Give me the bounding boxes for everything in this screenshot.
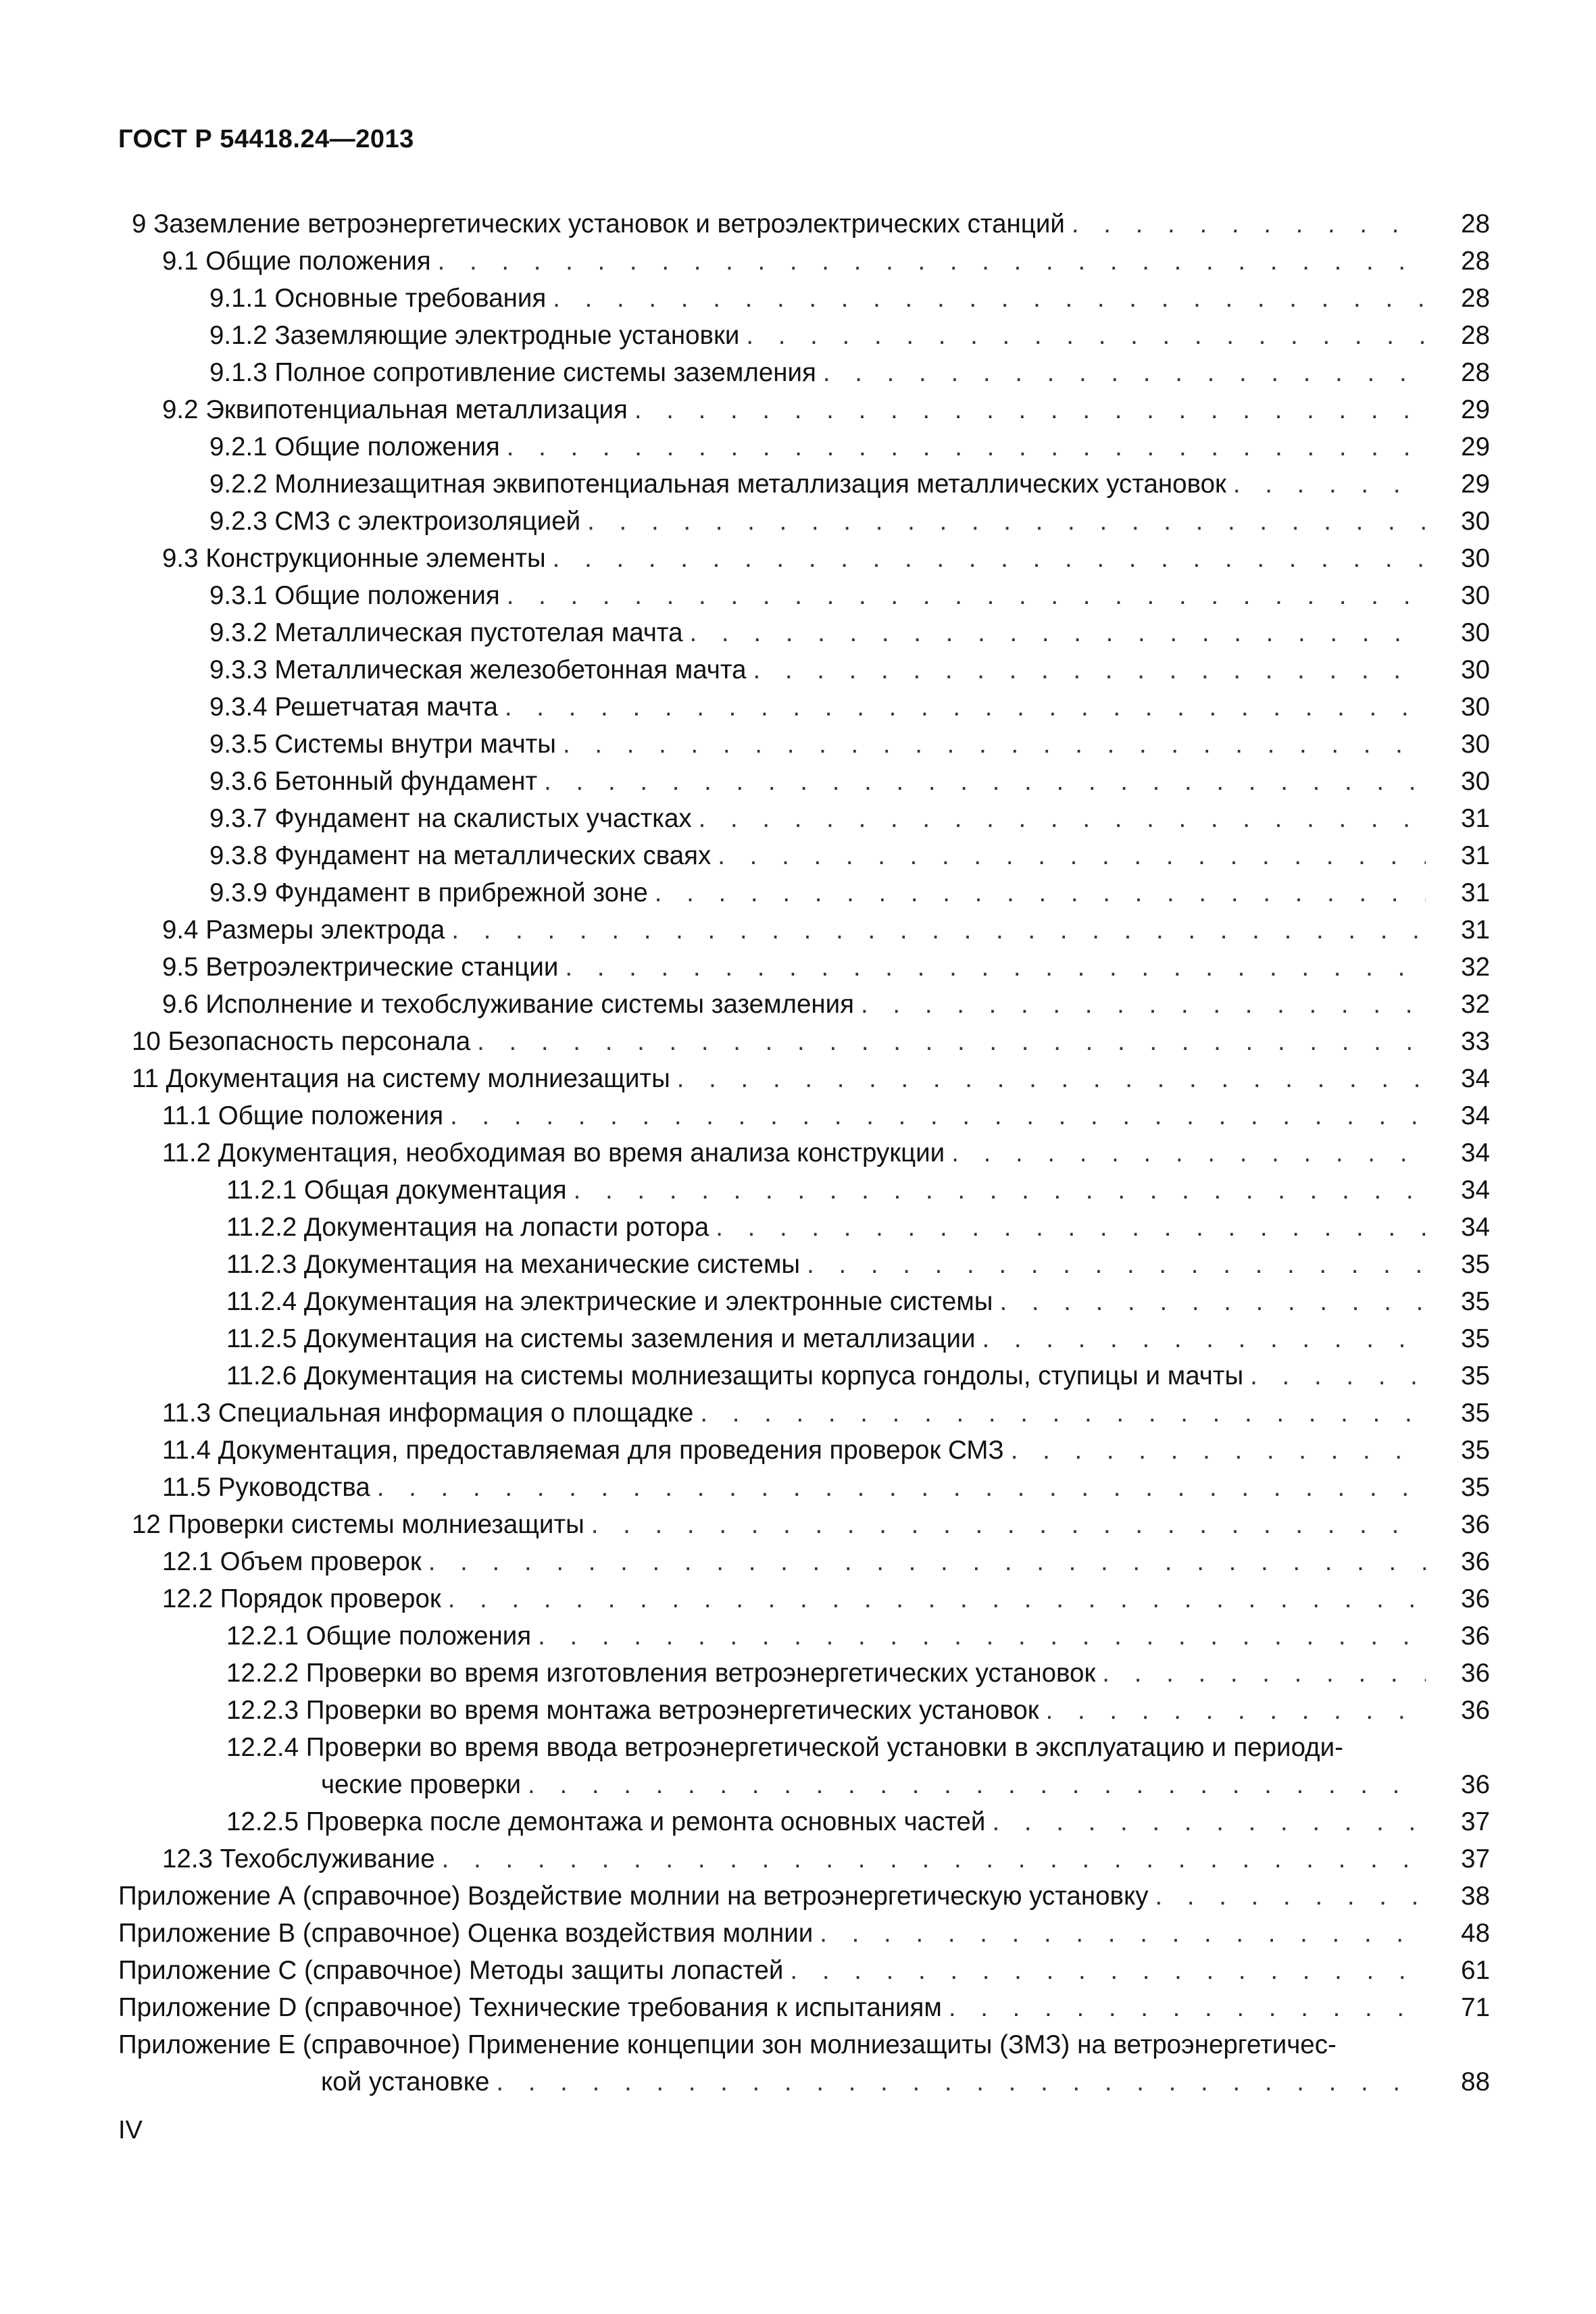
toc-entry: [118, 911, 1490, 949]
dot-leader: [477, 1023, 1426, 1060]
toc-entry-page: 31: [1461, 915, 1490, 945]
dot-leader: [753, 651, 1426, 688]
toc-entry-title: 12 Проверки системы молниезащиты: [118, 1506, 591, 1543]
toc-entry-title: 11.2.1 Общая документация: [118, 1172, 574, 1209]
dot-leader: [823, 354, 1426, 391]
dot-leader: [1046, 1692, 1426, 1729]
toc-entry-title: 9.2.1 Общие положения: [118, 428, 507, 466]
toc-entry: [118, 1915, 1490, 1952]
toc-entry: [118, 2026, 1490, 2101]
toc-entry: [118, 1097, 1490, 1134]
toc-entry-page: 34: [1461, 1213, 1490, 1242]
dot-leader: [992, 1803, 1426, 1840]
dot-leader: [1250, 1357, 1426, 1394]
toc-entry-page: 28: [1461, 209, 1490, 238]
dot-leader: [574, 1172, 1426, 1209]
toc-entry-title: 11.2.6 Документация на системы молниезащиты корпуса гондолы, ступицы и мачты: [118, 1357, 1250, 1394]
dot-leader: [442, 1840, 1426, 1878]
toc-entry: [118, 1580, 1490, 1617]
dot-leader: [690, 614, 1426, 651]
toc-entry-title: 9.1.1 Основные требования: [118, 280, 553, 317]
toc-entry-title: Приложение А (справочное) Воздействие молнии на ветроэнергетическую установку: [118, 1878, 1155, 1915]
toc-entry-page: 36: [1461, 1659, 1490, 1688]
toc-entry: [118, 1803, 1490, 1840]
toc-entry-page: 30: [1461, 655, 1490, 684]
dot-leader: [496, 2063, 1426, 2101]
toc-entry-page: 35: [1461, 1324, 1490, 1353]
toc-entry-title: 9.3.4 Решетчатая мачта: [118, 688, 505, 726]
toc-entry-page: 35: [1461, 1361, 1490, 1390]
toc-entry-page: 36: [1461, 1584, 1490, 1613]
toc-entry: [118, 540, 1490, 577]
toc-entry-page: 28: [1461, 284, 1490, 313]
toc-entry-page: 30: [1461, 618, 1490, 647]
toc-entry-page: 30: [1461, 767, 1490, 796]
toc-entry-title: Приложение В (справочное) Оценка воздействия молнии: [118, 1915, 820, 1952]
dot-leader: [507, 577, 1426, 614]
dot-leader: [1155, 1878, 1426, 1915]
toc-entry: [118, 1692, 1490, 1729]
dot-leader: [587, 503, 1426, 540]
dot-leader: [565, 949, 1426, 986]
toc-entry-page: 36: [1461, 1770, 1490, 1799]
toc-entry-page: 48: [1461, 1919, 1490, 1948]
toc-entry-title: 9.3 Конструкционные элементы: [118, 540, 553, 577]
toc-entry-title: 12.2.1 Общие положения: [118, 1617, 538, 1655]
toc-entry: [118, 280, 1490, 317]
dot-leader: [1102, 1655, 1426, 1692]
toc-entry-page: 30: [1461, 544, 1490, 573]
toc-entry-title: 9 Заземление ветроэнергетических установок и ветроэлектрических станций: [118, 205, 1072, 243]
toc-entry-page: 30: [1461, 581, 1490, 610]
dot-leader: [1072, 205, 1426, 243]
dot-leader: [655, 874, 1426, 911]
toc-entry-title: 11.2.4 Документация на электрические и электронные системы: [118, 1283, 999, 1320]
toc-entry-title: 9.1.3 Полное сопротивление системы заземления: [118, 354, 823, 391]
toc-entry-title: 9.3.1 Общие положения: [118, 577, 507, 614]
toc-entry-page: 33: [1461, 1027, 1490, 1056]
toc-entry-title: 12.3 Техобслуживание: [118, 1840, 442, 1878]
toc-entry-page: 32: [1461, 953, 1490, 982]
dot-leader: [1011, 1432, 1426, 1469]
toc-entry-page: 32: [1461, 990, 1490, 1019]
toc-entry-title: Приложение Е (справочное) Применение концепции зон молниезащиты (ЗМЗ) на ветроэнергетичес-: [118, 2026, 1343, 2063]
toc-entry-title-continued: кой установке: [118, 2063, 496, 2101]
toc-entry: [118, 1246, 1490, 1283]
toc-entry: [118, 688, 1490, 726]
toc-entry: [118, 763, 1490, 800]
dot-leader: [951, 1134, 1426, 1172]
toc-entry: [118, 205, 1490, 243]
toc-entry: [118, 1023, 1490, 1060]
dot-leader: [716, 1209, 1426, 1246]
toc-entry-page: 35: [1461, 1473, 1490, 1502]
toc-entry-page: 36: [1461, 1621, 1490, 1651]
toc-entry: [118, 1283, 1490, 1320]
toc-entry-title: 12.2.4 Проверки во время ввода ветроэнергетической установки в эксплуатацию и периоди-: [118, 1729, 1350, 1766]
document-code-header: ГОСТ Р 54418.24—2013: [118, 125, 414, 153]
toc-entry-page: 30: [1461, 507, 1490, 536]
toc-entry-page: 37: [1461, 1807, 1490, 1836]
dot-leader: [505, 688, 1426, 726]
toc-entry-title: 9.2.2 Молниезащитная эквипотенциальная металлизация металлических установок: [118, 466, 1233, 503]
dot-leader: [451, 911, 1426, 949]
toc-entry-title: 9.3.8 Фундамент на металлических сваях: [118, 837, 718, 874]
toc-entry-title: 10 Безопасность персонала: [118, 1023, 477, 1060]
toc-entry-title: 9.3.2 Металлическая пустотелая мачта: [118, 614, 690, 651]
dot-leader: [700, 1394, 1426, 1432]
toc-entry: [118, 1506, 1490, 1543]
toc-entry: [118, 1729, 1490, 1803]
toc-entry: [118, 874, 1490, 911]
toc-entry-title: Приложение D (справочное) Технические требования к испытаниям: [118, 1989, 949, 2026]
toc-entry-page: 34: [1461, 1064, 1490, 1093]
toc-entry-title: 9.2 Эквипотенциальная металлизация: [118, 391, 634, 428]
toc-entry-page: 29: [1461, 432, 1490, 461]
toc-entry-title: 11.3 Специальная информация о площадке: [118, 1394, 700, 1432]
dot-leader: [677, 1060, 1426, 1097]
toc-entry-title: 9.1.2 Заземляющие электродные установки: [118, 317, 746, 354]
toc-entry: [118, 949, 1490, 986]
dot-leader: [591, 1506, 1426, 1543]
dot-leader: [718, 837, 1426, 874]
toc-entry: [118, 1320, 1490, 1357]
toc-entry: [118, 651, 1490, 688]
toc-entry-title: 12.2.3 Проверки во время монтажа ветроэнергетических установок: [118, 1692, 1046, 1729]
toc-entry-title: 11 Документация на систему молниезащиты: [118, 1060, 677, 1097]
toc-entry: [118, 1840, 1490, 1878]
toc-entry-title: 9.3.6 Бетонный фундамент: [118, 763, 544, 800]
table-of-contents: [118, 205, 1490, 2101]
toc-entry-title: 11.2.3 Документация на механические системы: [118, 1246, 807, 1283]
toc-entry: [118, 428, 1490, 466]
toc-entry: [118, 466, 1490, 503]
toc-entry-page: 28: [1461, 321, 1490, 350]
toc-entry-page: 34: [1461, 1138, 1490, 1167]
toc-entry: [118, 317, 1490, 354]
toc-entry-title: 11.2.5 Документация на системы заземления и металлизации: [118, 1320, 982, 1357]
dot-leader: [448, 1580, 1426, 1617]
dot-leader: [1233, 466, 1426, 503]
toc-entry: [118, 391, 1490, 428]
dot-leader: [377, 1469, 1426, 1506]
toc-entry-title-continued: ческие проверки: [118, 1766, 528, 1803]
toc-entry-page: 28: [1461, 358, 1490, 387]
toc-entry-title: Приложение С (справочное) Методы защиты лопастей: [118, 1952, 790, 1989]
page-number: IV: [118, 2116, 143, 2144]
toc-entry-title: 9.1 Общие положения: [118, 243, 438, 280]
toc-entry: [118, 1209, 1490, 1246]
toc-entry: [118, 1543, 1490, 1580]
dot-leader: [790, 1952, 1426, 1989]
toc-entry-page: 35: [1461, 1436, 1490, 1465]
toc-entry-page: 28: [1461, 247, 1490, 276]
toc-entry: [118, 577, 1490, 614]
toc-entry: [118, 503, 1490, 540]
dot-leader: [982, 1320, 1426, 1357]
toc-entry-page: 29: [1461, 470, 1490, 499]
toc-entry-page: 71: [1461, 1993, 1490, 2022]
toc-entry-title: 11.2.2 Документация на лопасти ротора: [118, 1209, 716, 1246]
toc-entry-title: 12.2.2 Проверки во время изготовления ветроэнергетических установок: [118, 1655, 1102, 1692]
toc-entry-title: 11.2 Документация, необходимая во время анализа конструкции: [118, 1134, 951, 1172]
dot-leader: [807, 1246, 1426, 1283]
dot-leader: [538, 1617, 1426, 1655]
toc-entry: [118, 614, 1490, 651]
toc-entry-title: 11.5 Руководства: [118, 1469, 377, 1506]
toc-entry-page: 30: [1461, 693, 1490, 722]
toc-entry-title: 12.1 Объем проверок: [118, 1543, 428, 1580]
toc-entry: [118, 1655, 1490, 1692]
toc-entry-page: 31: [1461, 804, 1490, 833]
dot-leader: [507, 428, 1426, 466]
toc-entry-page: 61: [1461, 1956, 1490, 1985]
dot-leader: [428, 1543, 1426, 1580]
dot-leader: [999, 1283, 1426, 1320]
toc-entry: [118, 1989, 1490, 2026]
dot-leader: [528, 1766, 1426, 1803]
toc-entry: [118, 1134, 1490, 1172]
toc-entry-title: 9.5 Ветроэлектрические станции: [118, 949, 565, 986]
toc-entry-title: 11.1 Общие положения: [118, 1097, 450, 1134]
dot-leader: [544, 763, 1426, 800]
toc-entry: [118, 1172, 1490, 1209]
toc-entry: [118, 1357, 1490, 1394]
toc-entry: [118, 1060, 1490, 1097]
dot-leader: [861, 986, 1426, 1023]
toc-entry-page: 88: [1461, 2067, 1490, 2096]
dot-leader: [820, 1915, 1426, 1952]
toc-entry-page: 36: [1461, 1547, 1490, 1576]
dot-leader: [699, 800, 1426, 837]
toc-entry-title: 11.4 Документация, предоставляемая для проведения проверок СМЗ: [118, 1432, 1011, 1469]
toc-entry-page: 36: [1461, 1696, 1490, 1725]
toc-entry: [118, 837, 1490, 874]
toc-entry: [118, 800, 1490, 837]
toc-entry: [118, 1394, 1490, 1432]
toc-entry: [118, 986, 1490, 1023]
toc-entry: [118, 1952, 1490, 1989]
dot-leader: [438, 243, 1426, 280]
toc-entry-title: 9.2.3 СМЗ с электроизоляцией: [118, 503, 587, 540]
toc-entry-page: 37: [1461, 1844, 1490, 1873]
toc-entry-page: 30: [1461, 730, 1490, 759]
dot-leader: [553, 280, 1426, 317]
toc-entry: [118, 726, 1490, 763]
dot-leader: [634, 391, 1426, 428]
toc-entry-page: 38: [1461, 1882, 1490, 1911]
toc-entry: [118, 1469, 1490, 1506]
dot-leader: [450, 1097, 1426, 1134]
toc-entry: [118, 1432, 1490, 1469]
toc-entry-page: 34: [1461, 1101, 1490, 1130]
toc-entry-title: 9.3.7 Фундамент на скалистых участках: [118, 800, 699, 837]
toc-entry-title: 9.3.9 Фундамент в прибрежной зоне: [118, 874, 655, 911]
toc-entry-page: 36: [1461, 1510, 1490, 1539]
toc-entry-page: 31: [1461, 841, 1490, 870]
toc-entry-title: 12.2.5 Проверка после демонтажа и ремонта основных частей: [118, 1803, 992, 1840]
toc-entry: [118, 1617, 1490, 1655]
toc-entry-title: 9.3.3 Металлическая железобетонная мачта: [118, 651, 753, 688]
toc-entry: [118, 354, 1490, 391]
toc-entry-page: 35: [1461, 1250, 1490, 1279]
toc-entry-page: 31: [1461, 878, 1490, 907]
toc-entry-title: 9.3.5 Системы внутри мачты: [118, 726, 563, 763]
dot-leader: [746, 317, 1426, 354]
toc-entry-title: 9.4 Размеры электрода: [118, 911, 451, 949]
dot-leader: [553, 540, 1426, 577]
toc-entry-title: 9.6 Исполнение и техобслуживание системы заземления: [118, 986, 861, 1023]
toc-entry-page: 35: [1461, 1399, 1490, 1428]
toc-entry: [118, 243, 1490, 280]
toc-entry-page: 34: [1461, 1176, 1490, 1205]
toc-entry-page: 35: [1461, 1287, 1490, 1316]
toc-entry-title: 12.2 Порядок проверок: [118, 1580, 448, 1617]
dot-leader: [949, 1989, 1426, 2026]
toc-entry: [118, 1878, 1490, 1915]
dot-leader: [563, 726, 1426, 763]
toc-entry-page: 29: [1461, 395, 1490, 424]
